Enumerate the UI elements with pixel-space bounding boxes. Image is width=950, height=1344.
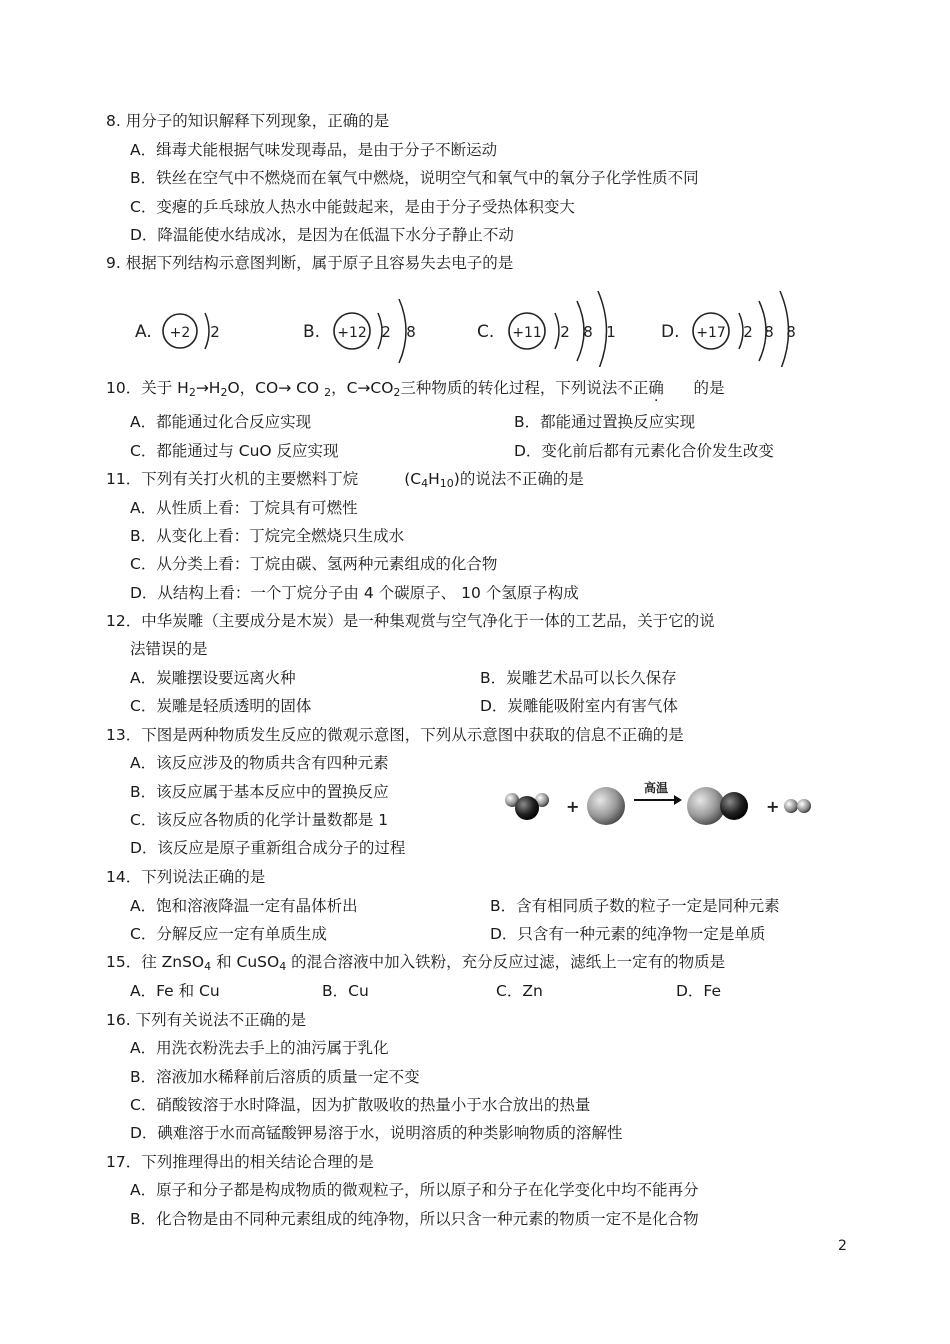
atom-b-letter: B.: [303, 322, 321, 342]
q8-option-d: D．降温能使水结成冰，是因为在低温下水分子静止不动: [130, 226, 514, 244]
reactant-molecule-1: [505, 793, 549, 820]
atom-d-nucleus: +17: [696, 325, 726, 341]
q16-stem: 16. 下列有关说法不正确的是: [106, 1011, 307, 1029]
q8-option-c: C．变瘪的乒乓球放人热水中能鼓起来，是由于分子受热体积变大: [130, 198, 575, 216]
atom-c-shell-2: 8: [583, 323, 593, 341]
q11-option-a: A．从性质上看：丁烷具有可燃性: [130, 499, 358, 517]
q10-option-b: B．都能通过置换反应实现: [514, 413, 696, 431]
q11-option-d: D．从结构上看：一个丁烷分子由 4 个碳原子、 10 个氢原子构成: [130, 584, 579, 602]
q9-atom-diagrams: [125, 287, 825, 367]
q17-stem: 17．下列推理得出的相关结论合理的是: [106, 1153, 374, 1171]
reactant-atom-2: [587, 787, 625, 825]
q8-option-a: A．缉毒犬能根据气味发现毒品，是由于分子不断运动: [130, 141, 498, 159]
atom-b-shell-2: 8: [406, 323, 416, 341]
q16-option-a: A．用洗衣粉洗去手上的油污属于乳化: [130, 1039, 389, 1057]
q13-option-a: A．该反应涉及的物质共含有四种元素: [130, 754, 389, 772]
atom-a-nucleus: +2: [169, 325, 191, 341]
q14-option-b: B．含有相同质子数的粒子一定是同种元素: [490, 897, 780, 915]
q15-option-d: D．Fe: [676, 982, 722, 1000]
q15-option-a: A．Fe 和 Cu: [130, 982, 220, 1000]
q14-option-d: D．只含有一种元素的纯净物一定是单质: [490, 925, 766, 943]
atom-diagram-b: [303, 299, 416, 363]
q12-option-c: C．炭雕是轻质透明的固体: [130, 697, 312, 715]
atom-b-nucleus: +12: [337, 325, 367, 341]
atom-diagram-a: [135, 313, 220, 349]
q15-stem: 15．往 ZnSO$_4$ 和 CuSO$_4$ 的混合溶液中加入铁粉，充分反应过滤，滤纸上一定有的物质是: [106, 953, 726, 973]
atom-d-shell-3: 8: [786, 323, 796, 341]
atom-c-shell-3: 1: [606, 323, 616, 341]
q16-option-b: B．溶液加水稀释前后溶质的质量一定不变: [130, 1068, 420, 1086]
q10-stem: 10．关于 $H_2\to H_2O$，CO→ CO $_2$，$C\to CO_2$三种物质的转化过程，下列说法不正确 的是: [106, 379, 725, 399]
q13-stem: 13．下图是两种物质发生反应的微观示意图，下列从示意图中获取的信息不正确的是: [106, 726, 684, 744]
atom-c-shell-1: 2: [560, 323, 570, 341]
q10-option-d: D．变化前后都有元素化合价发生改变: [514, 442, 774, 460]
q8-option-b: B．铁丝在空气中不燃烧而在氧气中燃烧，说明空气和氧气中的氧分子化学性质不同: [130, 169, 699, 187]
atom-a-shell-1: 2: [210, 323, 220, 341]
q13-option-c: C．该反应各物质的化学计量数都是 1: [130, 811, 389, 829]
atom-b-shell-1: 2: [381, 323, 391, 341]
atom-a-letter: A.: [135, 322, 152, 342]
q14-option-c: C．分解反应一定有单质生成: [130, 925, 327, 943]
page-number: 2: [838, 1238, 847, 1254]
product-molecule-1: [687, 787, 748, 825]
q17-option-b: B．化合物是由不同种元素组成的纯净物，所以只含一种元素的物质一定不是化合物: [130, 1210, 699, 1228]
atom-d-shell-2: 8: [764, 323, 774, 341]
q14-option-a: A．饱和溶液降温一定有晶体析出: [130, 897, 358, 915]
atom-c-nucleus: +11: [512, 325, 542, 341]
atom-diagram-d: [661, 291, 796, 367]
q13-option-d: D．该反应是原子重新组合成分子的过程: [130, 839, 406, 857]
plus-sign-1: +: [566, 797, 580, 816]
q14-stem: 14．下列说法正确的是: [106, 868, 266, 886]
q17-option-a: A．原子和分子都是构成物质的微观粒子，所以原子和分子在化学变化中均不能再分: [130, 1181, 699, 1199]
atom-d-letter: D.: [661, 322, 680, 342]
q8-stem: 8. 用分子的知识解释下列现象，正确的是: [106, 112, 390, 130]
q16-option-d: D．碘难溶于水而高锰酸钾易溶于水，说明溶质的种类影响物质的溶解性: [130, 1124, 623, 1142]
plus-sign-2: +: [766, 797, 780, 816]
q10-option-c: C．都能通过与 CuO 反应实现: [130, 442, 339, 460]
q15-option-b: B．Cu: [322, 982, 369, 1000]
q15-option-c: C．Zn: [496, 982, 543, 1000]
q9-stem: 9. 根据下列结构示意图判断，属于原子且容易失去电子的是: [106, 254, 514, 272]
q12-stem-line-2: 法错误的是: [130, 640, 208, 658]
q12-option-b: B．炭雕艺术品可以长久保存: [480, 669, 677, 687]
q11-stem: 11．下列有关打火机的主要燃料丁烷 $(C_4H_{10})$的说法不正确的是: [106, 470, 584, 490]
product-molecule-2: [784, 799, 811, 813]
reaction-condition-label: 高温: [643, 781, 669, 795]
q16-option-c: C．硝酸铵溶于水时降温，因为扩散吸收的热量小于水合放出的热量: [130, 1096, 591, 1114]
q12-option-d: D．炭雕能吸附室内有害气体: [480, 697, 678, 715]
atom-d-shell-1: 2: [743, 323, 753, 341]
atom-diagram-c: [477, 291, 616, 367]
q13-option-b: B．该反应属于基本反应中的置换反应: [130, 783, 389, 801]
q13-reaction-diagram: [498, 778, 818, 834]
q10-option-a: A．都能通过化合反应实现: [130, 413, 312, 431]
atom-c-letter: C.: [477, 322, 495, 342]
q11-option-b: B．从变化上看：丁烷完全燃烧只生成水: [130, 527, 405, 545]
q12-stem-line-1: 12．中华炭雕（主要成分是木炭）是一种集观赏与空气净化于一体的工艺品，关于它的说: [106, 612, 715, 630]
q12-option-a: A．炭雕摆设要远离火种: [130, 669, 296, 687]
q11-option-c: C．从分类上看：丁烷由碳、氢两种元素组成的化合物: [130, 555, 498, 573]
